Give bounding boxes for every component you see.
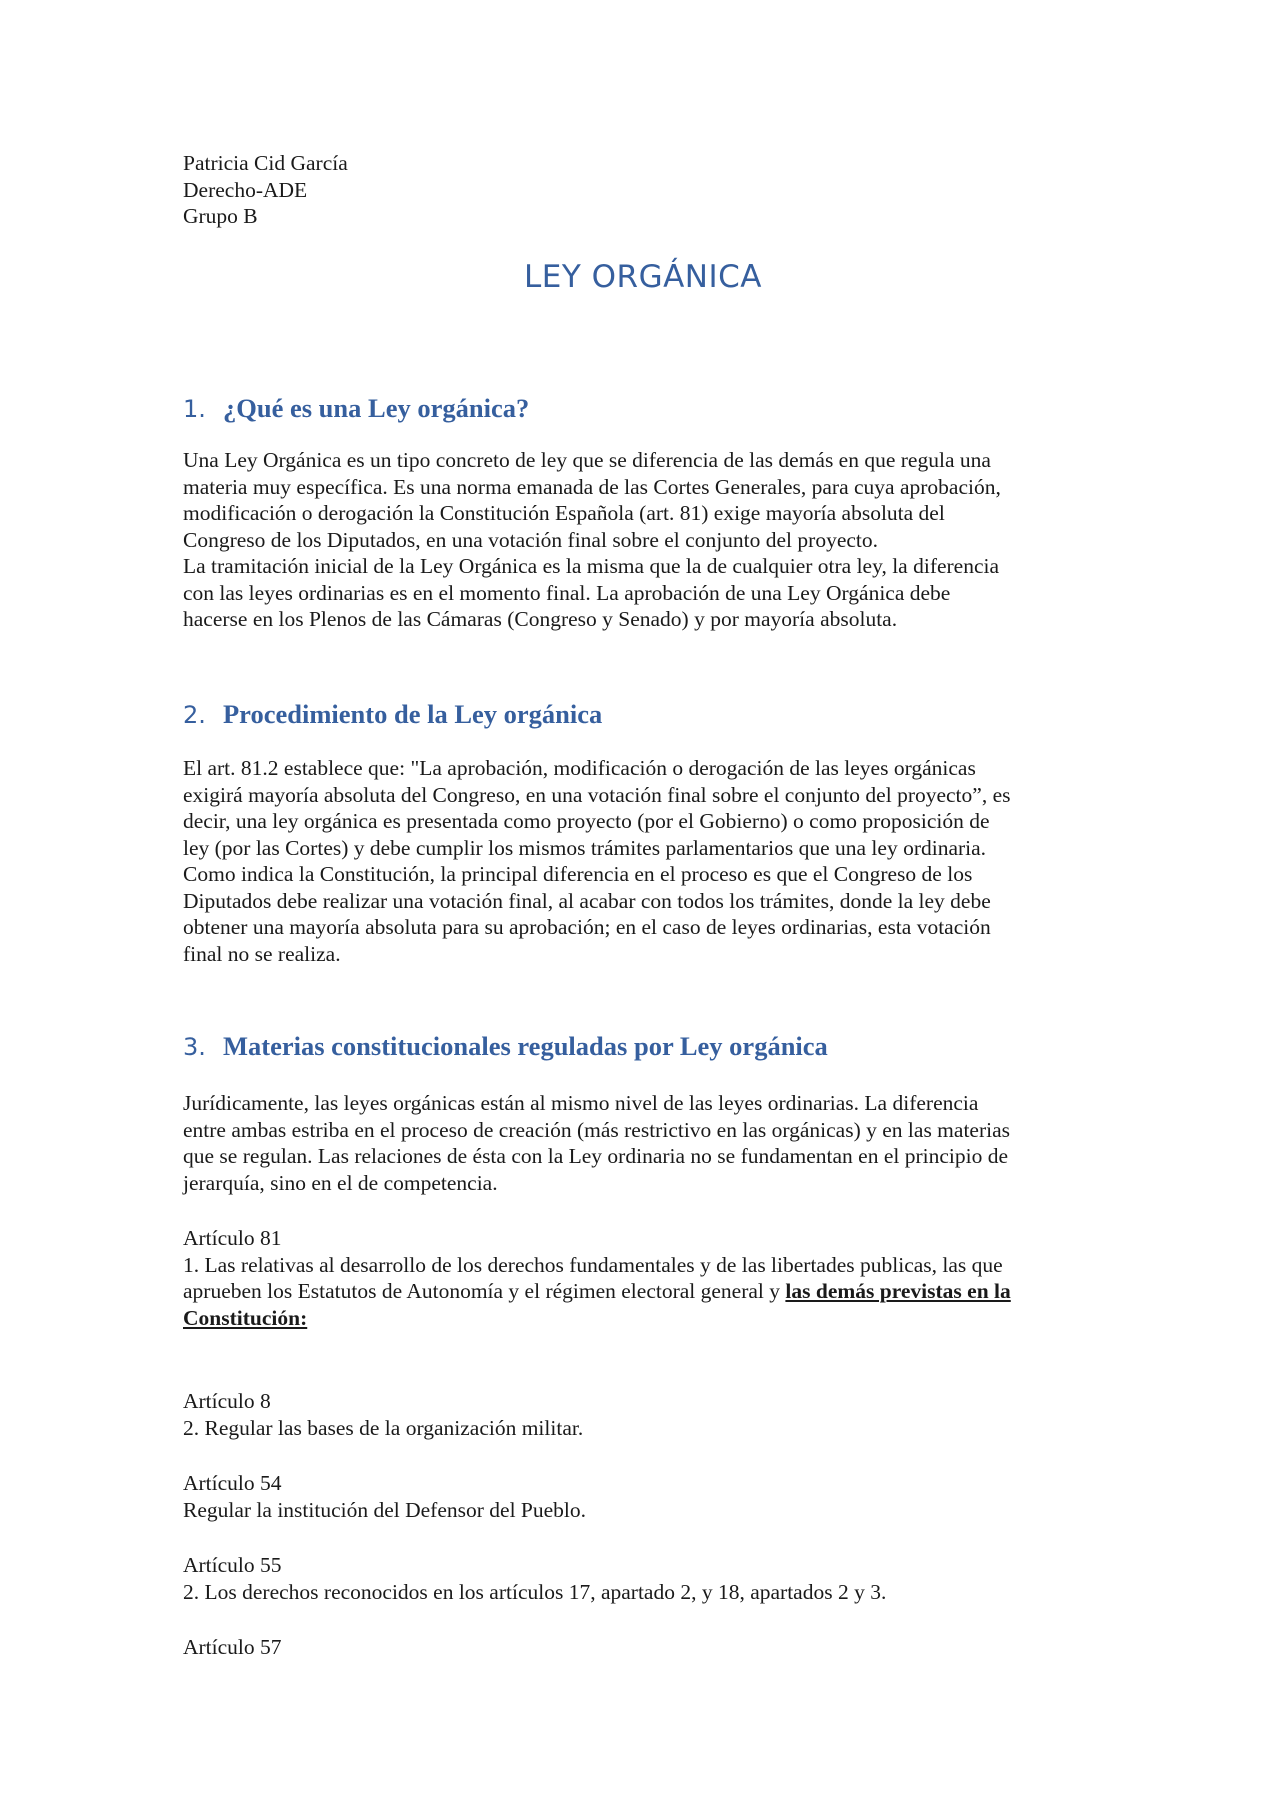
paragraph-line: obtener una mayoría absoluta para su aprobación; en el caso de leyes ordinarias, esta votación: [183, 915, 991, 939]
section-1-number: 1.: [183, 395, 206, 423]
paragraph-line: Como indica la Constitución, la principal diferencia en el proceso es que el Congreso de los: [183, 862, 973, 886]
author-block: [183, 150, 783, 230]
section-3-body: [183, 1090, 1103, 1196]
section-2-body: [183, 755, 1103, 967]
paragraph-line: final no se realiza.: [183, 941, 341, 966]
article-text: 2. Los derechos reconocidos en los artículos 17, apartado 2, y 18, apartados 2 y 3.: [183, 1579, 887, 1604]
article-text: [183, 1305, 1103, 1332]
article-label: Artículo 81: [183, 1226, 282, 1250]
paragraph-line: Diputados debe realizar una votación final, al acabar con todos los trámites, donde la ley debe: [183, 888, 991, 913]
article-text-emphasis: Constitución:: [183, 1305, 308, 1330]
article-8: [183, 1388, 1103, 1441]
author-degree: Derecho-ADE: [183, 177, 308, 202]
paragraph-line: decir, una ley orgánica es presentada como proyecto (por el Gobierno) o como proposición de: [183, 809, 990, 833]
paragraph-line: materia muy específica. Es una norma emanada de las Cortes Generales, para cuya aprobación,: [183, 474, 1001, 499]
paragraph-line: La tramitación inicial de la Ley Orgánica es la misma que la de cualquier otra ley, la diferencia: [183, 554, 1000, 578]
paragraph-line: entre ambas estriba en el proceso de creación (más restrictivo en las orgánicas) y en las materias: [183, 1117, 1011, 1142]
article-label: Artículo 57: [183, 1635, 282, 1659]
article-text-plain: aprueben los Estatutos de Autonomía y el régimen electoral general y: [183, 1279, 786, 1303]
article-55: [183, 1552, 1103, 1605]
article-text: 2. Regular las bases de la organización militar.: [183, 1415, 584, 1440]
article-label: Artículo 54: [183, 1471, 282, 1495]
paragraph-line: que se regulan. Las relaciones de ésta con la Ley ordinaria no se fundamentan en el principio de: [183, 1144, 1009, 1168]
author-name: Patricia Cid García: [183, 151, 348, 175]
paragraph-line: Jurídicamente, las leyes orgánicas están al mismo nivel de las leyes ordinarias. La diferencia: [183, 1091, 979, 1115]
article-81: [183, 1225, 1103, 1331]
article-54: [183, 1470, 1103, 1523]
author-group: Grupo B: [183, 204, 258, 228]
section-1-body: [183, 447, 1103, 633]
section-2-heading: [183, 697, 1103, 732]
article-text-emphasis: las demás previstas en la: [785, 1279, 1011, 1303]
document-title: LEY ORGÁNICA: [523, 259, 762, 295]
paragraph-line: El art. 81.2 establece que: "La aprobación, modificación o derogación de las leyes orgánicas: [183, 756, 976, 780]
section-3-heading: [183, 1029, 1103, 1064]
paragraph-line: jerarquía, sino en el de competencia.: [183, 1170, 498, 1195]
article-text: Regular la institución del Defensor del Pueblo.: [183, 1497, 587, 1522]
section-2-title: Procedimiento de la Ley orgánica: [223, 699, 603, 729]
article-57: [183, 1634, 1103, 1661]
paragraph-line: con las leyes ordinarias es en el momento final. La aprobación de una Ley Orgánica debe: [183, 580, 951, 605]
section-1-title: ¿Qué es una Ley orgánica?: [223, 393, 530, 423]
article-text: [183, 1278, 1103, 1305]
section-1-heading: [183, 391, 1103, 426]
paragraph-line: modificación o derogación la Constitución Española (art. 81) exige mayoría absoluta del: [183, 501, 945, 525]
article-text: 1. Las relativas al desarrollo de los derechos fundamentales y de las libertades publicas, las que: [183, 1252, 1003, 1277]
section-3-number: 3.: [183, 1033, 206, 1061]
section-3-title: Materias constitucionales reguladas por Ley orgánica: [223, 1031, 828, 1061]
paragraph-line: hacerse en los Plenos de las Cámaras (Congreso y Senado) y por mayoría absoluta.: [183, 607, 898, 631]
article-label: Artículo 8: [183, 1389, 271, 1413]
section-2-number: 2.: [183, 701, 206, 729]
paragraph-line: ley (por las Cortes) y debe cumplir los mismos trámites parlamentarios que una ley ordinaria.: [183, 835, 987, 860]
paragraph-line: Congreso de los Diputados, en una votación final sobre el conjunto del proyecto.: [183, 527, 879, 552]
paragraph-line: Una Ley Orgánica es un tipo concreto de ley que se diferencia de las demás en que regula una: [183, 448, 991, 472]
paragraph-line: exigirá mayoría absoluta del Congreso, en una votación final sobre el conjunto del proyecto”, es: [183, 782, 1011, 807]
article-label: Artículo 55: [183, 1553, 282, 1577]
